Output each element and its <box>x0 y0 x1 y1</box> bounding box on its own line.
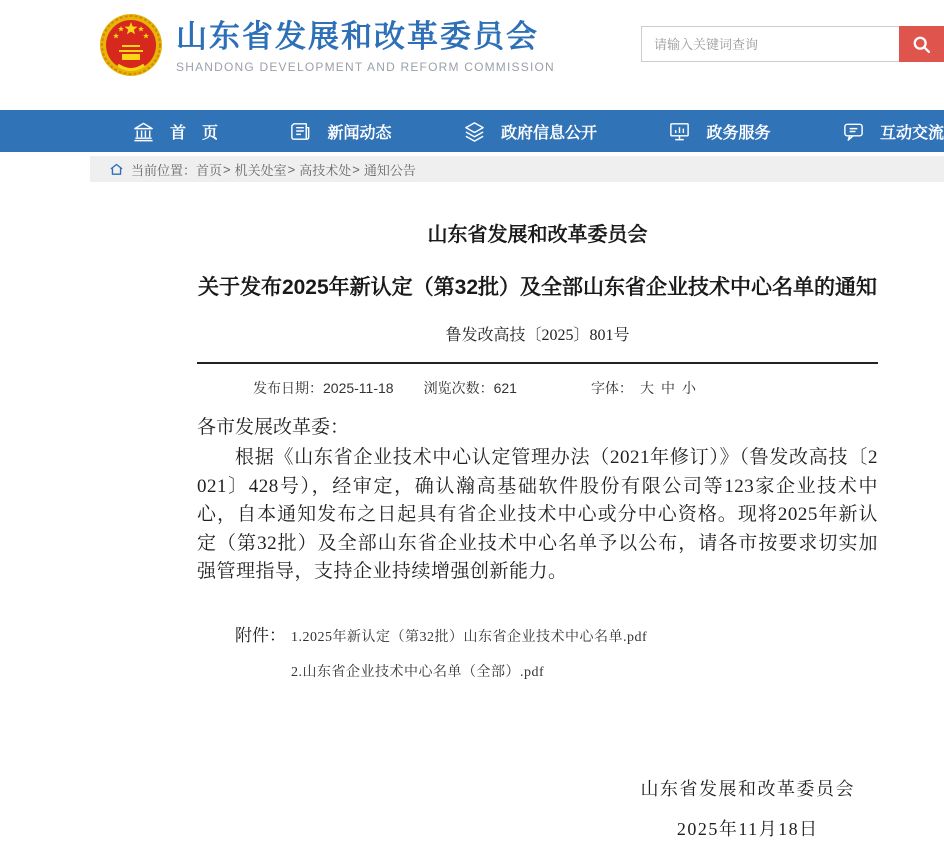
article-paragraph: 根据《山东省企业技术中心认定管理办法（2021年修订）》（鲁发改高技〔2021〕428号），经审定，确认瀚高基础软件股份有限公司等123家企业技术中心，自本通知发布之日起具有省企业技术中心或分中心资格。现将2025年新认定（第32批）及全部山东省企业技术中心名单予以公布，请各市按要求切实加强管理指导，支持企业持续增强创新能力。 <box>197 447 878 582</box>
site-header <box>0 0 944 110</box>
font-size-large-button[interactable]: 大 <box>639 380 654 396</box>
breadcrumb-home-icon <box>109 162 124 177</box>
breadcrumb-item-departments[interactable]: 机关处室 <box>234 162 287 178</box>
attachments <box>197 621 878 681</box>
attachment-link-1[interactable]: 1.2025年新认定（第32批）山东省企业技术中心名单.pdf <box>291 629 648 645</box>
article <box>197 218 878 841</box>
chat-icon <box>842 120 865 143</box>
publish-date-label: 发布日期： <box>253 380 323 396</box>
nav-item-label: 政务服务 <box>706 124 771 142</box>
breadcrumb-item-hightech[interactable]: 高技术处 <box>299 162 352 178</box>
search-button[interactable] <box>899 26 944 62</box>
nav-item-label: 新闻动态 <box>327 124 392 142</box>
attachments-label: 附件： <box>235 625 286 645</box>
signature-date: 2025年11月18日 <box>676 818 819 839</box>
layers-icon <box>463 120 486 143</box>
breadcrumb-separator: > <box>352 161 360 177</box>
site-logo[interactable] <box>99 13 555 79</box>
nav-item-label: 政府信息公开 <box>500 124 597 142</box>
site-title: 山东省发展和改革委员会 <box>176 19 539 54</box>
view-count <box>424 378 517 398</box>
nav-item-gov-info[interactable] <box>463 120 597 143</box>
signature-org: 山东省发展和改革委员会 <box>640 778 855 799</box>
font-size-controls <box>591 378 696 398</box>
document-number: 鲁发改高技〔2025〕801号 <box>445 327 630 344</box>
font-size-small-button[interactable]: 小 <box>681 380 696 396</box>
national-emblem-icon <box>99 13 163 79</box>
breadcrumb-separator: > <box>223 161 231 177</box>
breadcrumb-separator: > <box>287 161 296 177</box>
nav-item-news[interactable] <box>289 120 391 143</box>
main-nav <box>0 110 944 152</box>
nav-item-gov-services[interactable] <box>668 120 770 143</box>
nav-item-label: 互动交流 <box>879 124 944 142</box>
breadcrumb-item-notices[interactable]: 通知公告 <box>363 162 416 178</box>
search-input[interactable] <box>641 26 899 62</box>
publish-date-value: 2025-11-18 <box>323 380 394 396</box>
bank-building-icon <box>132 120 155 143</box>
breadcrumb-item-home[interactable]: 首页 <box>196 162 223 178</box>
search-icon <box>911 34 932 55</box>
search-box <box>641 26 944 62</box>
monitor-icon <box>668 120 691 143</box>
title-divider <box>197 362 878 364</box>
attachment-link-2[interactable]: 2.山东省企业技术中心名单（全部）.pdf <box>291 664 545 680</box>
view-count-value: 621 <box>493 380 517 396</box>
article-org-title: 山东省发展和改革委员会 <box>427 224 648 246</box>
site-subtitle: SHANDONG DEVELOPMENT AND REFORM COMMISSION <box>176 60 555 74</box>
nav-item-home[interactable] <box>132 120 218 143</box>
font-size-label: 字体： <box>590 380 633 396</box>
publish-date <box>253 378 394 398</box>
breadcrumb-label: 当前位置： <box>131 162 197 178</box>
signature-block <box>641 775 856 841</box>
article-title: 关于发布2025年新认定（第32批）及全部山东省企业技术中心名单的通知 <box>197 276 878 299</box>
breadcrumb <box>90 156 944 182</box>
salutation: 各市发展改革委： <box>197 417 350 438</box>
newspaper-icon <box>289 120 312 143</box>
view-count-label: 浏览次数： <box>423 380 494 396</box>
nav-item-interaction[interactable] <box>842 120 944 143</box>
font-size-medium-button[interactable]: 中 <box>660 380 675 396</box>
article-meta <box>197 378 878 398</box>
nav-item-label: 首 页 <box>170 124 219 142</box>
